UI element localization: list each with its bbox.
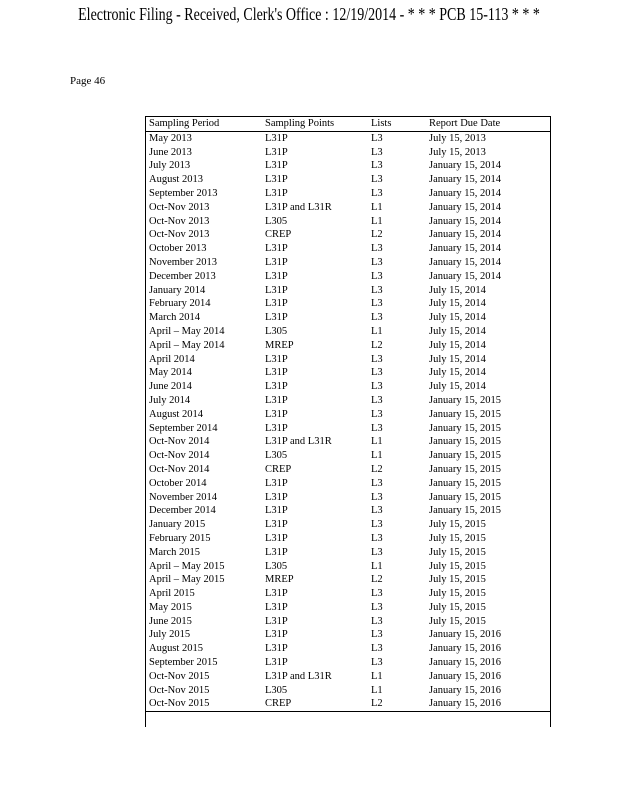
column-header-sampling-points: Sampling Points — [261, 117, 367, 132]
report-due-date-cell: January 15, 2016 — [429, 629, 502, 641]
sampling-period-cell: March 2015 — [149, 546, 201, 558]
sampling-points-cell: L31P — [265, 298, 288, 310]
sampling-points-cell: L31P — [265, 394, 288, 406]
report-due-date-cell: July 15, 2013 — [429, 132, 486, 144]
sampling-period-cell: Oct-Nov 2013 — [149, 201, 210, 213]
table-row — [145, 491, 551, 505]
report-due-date-cell: July 15, 2014 — [429, 325, 486, 337]
table-row — [145, 546, 551, 560]
table-row — [145, 187, 551, 201]
report-due-date-cell: January 15, 2015 — [429, 408, 502, 420]
sampling-points-cell: L31P and L31R — [265, 670, 332, 682]
sampling-period-cell: December 2014 — [149, 505, 216, 517]
report-due-date-cell: January 15, 2015 — [429, 394, 502, 406]
report-due-date-cell: July 15, 2015 — [429, 574, 486, 586]
table-row — [145, 146, 551, 160]
report-due-date-cell: January 15, 2015 — [429, 422, 502, 434]
sampling-period-cell: Oct-Nov 2013 — [149, 229, 210, 241]
lists-cell: L3 — [371, 491, 383, 503]
table-row — [145, 339, 551, 353]
sampling-points-cell: CREP — [261, 697, 367, 711]
sampling-period-cell: August 2013 — [149, 174, 203, 186]
report-due-date-cell: January 15, 2015 — [429, 436, 502, 448]
table-row — [145, 256, 551, 270]
sampling-period-cell: September 2015 — [149, 657, 218, 669]
report-due-date-cell: January 15, 2014 — [429, 187, 502, 199]
table-row — [145, 601, 551, 615]
table-row — [145, 560, 551, 574]
sampling-points-cell: L31P — [265, 588, 288, 600]
sampling-points-cell: L31P — [265, 312, 288, 324]
table-row — [145, 366, 551, 380]
table-row — [145, 353, 551, 367]
sampling-points-cell: L305 — [265, 450, 288, 462]
table-row — [145, 463, 551, 477]
column-header-lists: Lists — [367, 117, 425, 132]
sampling-points-cell: L31P — [265, 601, 288, 613]
table-row — [145, 242, 551, 256]
table-row — [145, 297, 551, 311]
sampling-points-cell: L31P — [265, 174, 288, 186]
lists-cell: L3 — [371, 284, 383, 296]
report-due-date-cell: July 15, 2014 — [429, 339, 486, 351]
page-number: Page 46 — [70, 75, 106, 87]
sampling-points-cell: L31P — [265, 146, 288, 158]
lists-cell: L3 — [371, 505, 383, 517]
sampling-points-cell: CREP — [265, 463, 292, 475]
sampling-period-cell: April – May 2015 — [149, 560, 225, 572]
sampling-period-cell: March 2014 — [149, 312, 201, 324]
report-due-date-cell: January 15, 2016 — [429, 684, 502, 696]
sampling-points-cell: MREP — [265, 574, 294, 586]
lists-cell: L1 — [371, 684, 383, 696]
lists-cell: L2 — [371, 229, 383, 241]
lists-cell: L3 — [371, 381, 383, 393]
table-row — [145, 656, 551, 670]
report-due-date-cell: July 15, 2015 — [429, 601, 486, 613]
sampling-period-cell: April – May 2015 — [149, 574, 225, 586]
sampling-period-cell: Oct-Nov 2014 — [149, 450, 210, 462]
sampling-points-cell: MREP — [265, 339, 294, 351]
lists-cell: L1 — [371, 560, 383, 572]
lists-cell: L3 — [371, 546, 383, 558]
table-row — [145, 201, 551, 215]
sampling-period-cell: September 2013 — [149, 187, 218, 199]
table-row — [145, 159, 551, 173]
table-row — [145, 587, 551, 601]
lists-cell: L3 — [371, 160, 383, 172]
table-row — [145, 311, 551, 325]
lists-cell: L1 — [371, 450, 383, 462]
sampling-schedule-table — [145, 116, 551, 712]
lists-cell: L3 — [371, 256, 383, 268]
table-header-row — [145, 117, 551, 132]
sampling-period-cell: May 2013 — [149, 132, 192, 144]
sampling-period-cell: April – May 2014 — [149, 339, 225, 351]
lists-cell: L3 — [371, 270, 383, 282]
table-row — [145, 684, 551, 698]
table-row — [145, 532, 551, 546]
sampling-points-cell: L31P — [265, 629, 288, 641]
table-row — [145, 380, 551, 394]
sampling-period-cell: November 2014 — [149, 491, 217, 503]
report-due-date-cell: January 15, 2015 — [429, 463, 502, 475]
report-due-date-cell: July 15, 2015 — [429, 532, 486, 544]
sampling-period-cell: April 2014 — [149, 353, 195, 365]
table-row — [145, 642, 551, 656]
sampling-period-cell: December 2013 — [149, 270, 216, 282]
sampling-period-cell: June 2013 — [149, 146, 192, 158]
sampling-points-cell: L31P — [265, 270, 288, 282]
lists-cell: L3 — [371, 532, 383, 544]
sampling-points-cell: L31P — [265, 615, 288, 627]
sampling-points-cell: CREP — [265, 229, 292, 241]
table-row — [145, 284, 551, 298]
report-due-date-cell: July 15, 2014 — [429, 298, 486, 310]
table-row — [145, 394, 551, 408]
lists-cell: L3 — [371, 174, 383, 186]
sampling-points-cell: L31P — [265, 367, 288, 379]
sampling-points-cell: L31P — [265, 532, 288, 544]
report-due-date-cell: January 15, 2016 — [429, 643, 502, 655]
lists-cell: L1 — [371, 670, 383, 682]
sampling-period-cell: July 2015 — [149, 629, 191, 641]
sampling-period-cell: May 2014 — [149, 367, 192, 379]
sampling-period-cell: November 2013 — [149, 256, 217, 268]
lists-cell: L3 — [371, 146, 383, 158]
sampling-points-cell: L31P and L31R — [265, 436, 332, 448]
table-row — [145, 173, 551, 187]
sampling-points-cell: L31P — [265, 381, 288, 393]
sampling-period-cell: August 2014 — [149, 408, 203, 420]
lists-cell: L3 — [371, 312, 383, 324]
report-due-date-cell: January 15, 2016 — [425, 697, 551, 711]
sampling-points-cell: L31P — [265, 243, 288, 255]
lists-cell: L3 — [371, 588, 383, 600]
report-due-date-cell: January 15, 2016 — [429, 657, 502, 669]
lists-cell: L3 — [371, 657, 383, 669]
lists-cell: L3 — [371, 643, 383, 655]
lists-cell: L1 — [371, 325, 383, 337]
sampling-points-cell: L31P — [265, 519, 288, 531]
lists-cell: L3 — [371, 408, 383, 420]
report-due-date-cell: January 15, 2014 — [429, 229, 502, 241]
table-row — [145, 435, 551, 449]
table-row — [145, 670, 551, 684]
table-row — [145, 477, 551, 491]
report-due-date-cell: January 15, 2015 — [429, 491, 502, 503]
sampling-points-cell: L31P — [265, 353, 288, 365]
lists-cell: L3 — [371, 629, 383, 641]
table-row — [145, 408, 551, 422]
table-row — [145, 215, 551, 229]
sampling-period-cell: Oct-Nov 2013 — [149, 215, 210, 227]
lists-cell: L3 — [371, 601, 383, 613]
sampling-period-cell: October 2013 — [149, 243, 207, 255]
report-due-date-cell: January 15, 2014 — [429, 215, 502, 227]
sampling-points-cell: L31P — [265, 491, 288, 503]
lists-cell: L1 — [371, 215, 383, 227]
lists-cell: L3 — [371, 477, 383, 489]
report-due-date-cell: January 15, 2015 — [429, 450, 502, 462]
sampling-period-cell: May 2015 — [149, 601, 192, 613]
report-due-date-cell: January 15, 2014 — [429, 174, 502, 186]
lists-cell: L1 — [371, 201, 383, 213]
sampling-points-cell: L31P — [265, 132, 288, 144]
lists-cell: L2 — [371, 339, 383, 351]
report-due-date-cell: January 15, 2014 — [429, 201, 502, 213]
report-due-date-cell: January 15, 2014 — [429, 243, 502, 255]
table-row — [145, 449, 551, 463]
sampling-period-cell: July 2014 — [149, 394, 191, 406]
lists-cell: L3 — [371, 519, 383, 531]
table-row — [145, 518, 551, 532]
column-header-report-due-date: Report Due Date — [425, 117, 551, 132]
report-due-date-cell: July 15, 2014 — [429, 367, 486, 379]
sampling-period-cell: February 2014 — [149, 298, 211, 310]
report-due-date-cell: July 15, 2013 — [429, 146, 486, 158]
sampling-points-cell: L305 — [265, 684, 288, 696]
sampling-period-cell: April 2015 — [149, 588, 195, 600]
sampling-points-cell: L31P — [265, 643, 288, 655]
sampling-points-cell: L305 — [265, 215, 288, 227]
report-due-date-cell: January 15, 2015 — [429, 477, 502, 489]
lists-cell: L3 — [371, 422, 383, 434]
column-header-sampling-period: Sampling Period — [145, 117, 261, 132]
table-row — [145, 131, 551, 145]
report-due-date-cell: July 15, 2015 — [429, 588, 486, 600]
table-row — [145, 628, 551, 642]
sampling-period-cell: Oct-Nov 2014 — [149, 436, 210, 448]
lists-cell: L1 — [371, 436, 383, 448]
sampling-points-cell: L31P — [265, 160, 288, 172]
sampling-points-cell: L31P — [265, 408, 288, 420]
lists-cell: L3 — [371, 353, 383, 365]
sampling-period-cell: Oct-Nov 2015 — [145, 697, 261, 711]
lists-cell: L3 — [371, 367, 383, 379]
table-row — [145, 325, 551, 339]
lists-cell: L3 — [371, 394, 383, 406]
report-due-date-cell: January 15, 2016 — [429, 670, 502, 682]
lists-cell: L2 — [367, 697, 425, 711]
report-due-date-cell: January 15, 2014 — [429, 270, 502, 282]
sampling-points-cell: L31P — [265, 284, 288, 296]
sampling-period-cell: Oct-Nov 2014 — [149, 463, 210, 475]
lists-cell: L3 — [371, 187, 383, 199]
report-due-date-cell: July 15, 2015 — [429, 615, 486, 627]
table-row — [145, 422, 551, 436]
sampling-period-cell: September 2014 — [149, 422, 218, 434]
report-due-date-cell: January 15, 2015 — [429, 505, 502, 517]
lists-cell: L2 — [371, 463, 383, 475]
table-row — [145, 615, 551, 629]
sampling-period-cell: February 2015 — [149, 532, 211, 544]
sampling-points-cell: L31P and L31R — [265, 201, 332, 213]
report-due-date-cell: July 15, 2015 — [429, 546, 486, 558]
sampling-period-cell: January 2015 — [149, 519, 206, 531]
sampling-points-cell: L31P — [265, 505, 288, 517]
sampling-period-cell: June 2015 — [149, 615, 192, 627]
sampling-points-cell: L31P — [265, 477, 288, 489]
sampling-period-cell: July 2013 — [149, 160, 191, 172]
report-due-date-cell: July 15, 2015 — [429, 519, 486, 531]
sampling-points-cell: L31P — [265, 546, 288, 558]
sampling-period-cell: Oct-Nov 2015 — [149, 684, 210, 696]
sampling-period-cell: April – May 2014 — [149, 325, 225, 337]
sampling-points-cell: L305 — [265, 325, 288, 337]
report-due-date-cell: July 15, 2015 — [429, 560, 486, 572]
lists-cell: L2 — [371, 574, 383, 586]
sampling-points-cell: L31P — [265, 657, 288, 669]
filing-header: Electronic Filing - Received, Clerk's Office : 12/19/2014 - * * * PCB 15-113 * * * — [78, 6, 540, 25]
report-due-date-cell: July 15, 2014 — [429, 353, 486, 365]
sampling-period-cell: January 2014 — [149, 284, 206, 296]
sampling-points-cell: L31P — [265, 256, 288, 268]
table-row — [145, 504, 551, 518]
report-due-date-cell: July 15, 2014 — [429, 312, 486, 324]
table-row — [145, 228, 551, 242]
sampling-points-cell: L305 — [265, 560, 288, 572]
table-row — [145, 573, 551, 587]
report-due-date-cell: July 15, 2014 — [429, 284, 486, 296]
lists-cell: L3 — [371, 615, 383, 627]
report-due-date-cell: January 15, 2014 — [429, 160, 502, 172]
sampling-points-cell: L31P — [265, 187, 288, 199]
sampling-points-cell: L31P — [265, 422, 288, 434]
sampling-period-cell: Oct-Nov 2015 — [149, 670, 210, 682]
lists-cell: L3 — [371, 132, 383, 144]
report-due-date-cell: January 15, 2014 — [429, 256, 502, 268]
table-row — [145, 270, 551, 284]
report-due-date-cell: July 15, 2014 — [429, 381, 486, 393]
table-row — [145, 697, 551, 711]
sampling-period-cell: June 2014 — [149, 381, 192, 393]
lists-cell: L3 — [371, 298, 383, 310]
lists-cell: L3 — [371, 243, 383, 255]
sampling-period-cell: October 2014 — [149, 477, 207, 489]
sampling-period-cell: August 2015 — [149, 643, 203, 655]
